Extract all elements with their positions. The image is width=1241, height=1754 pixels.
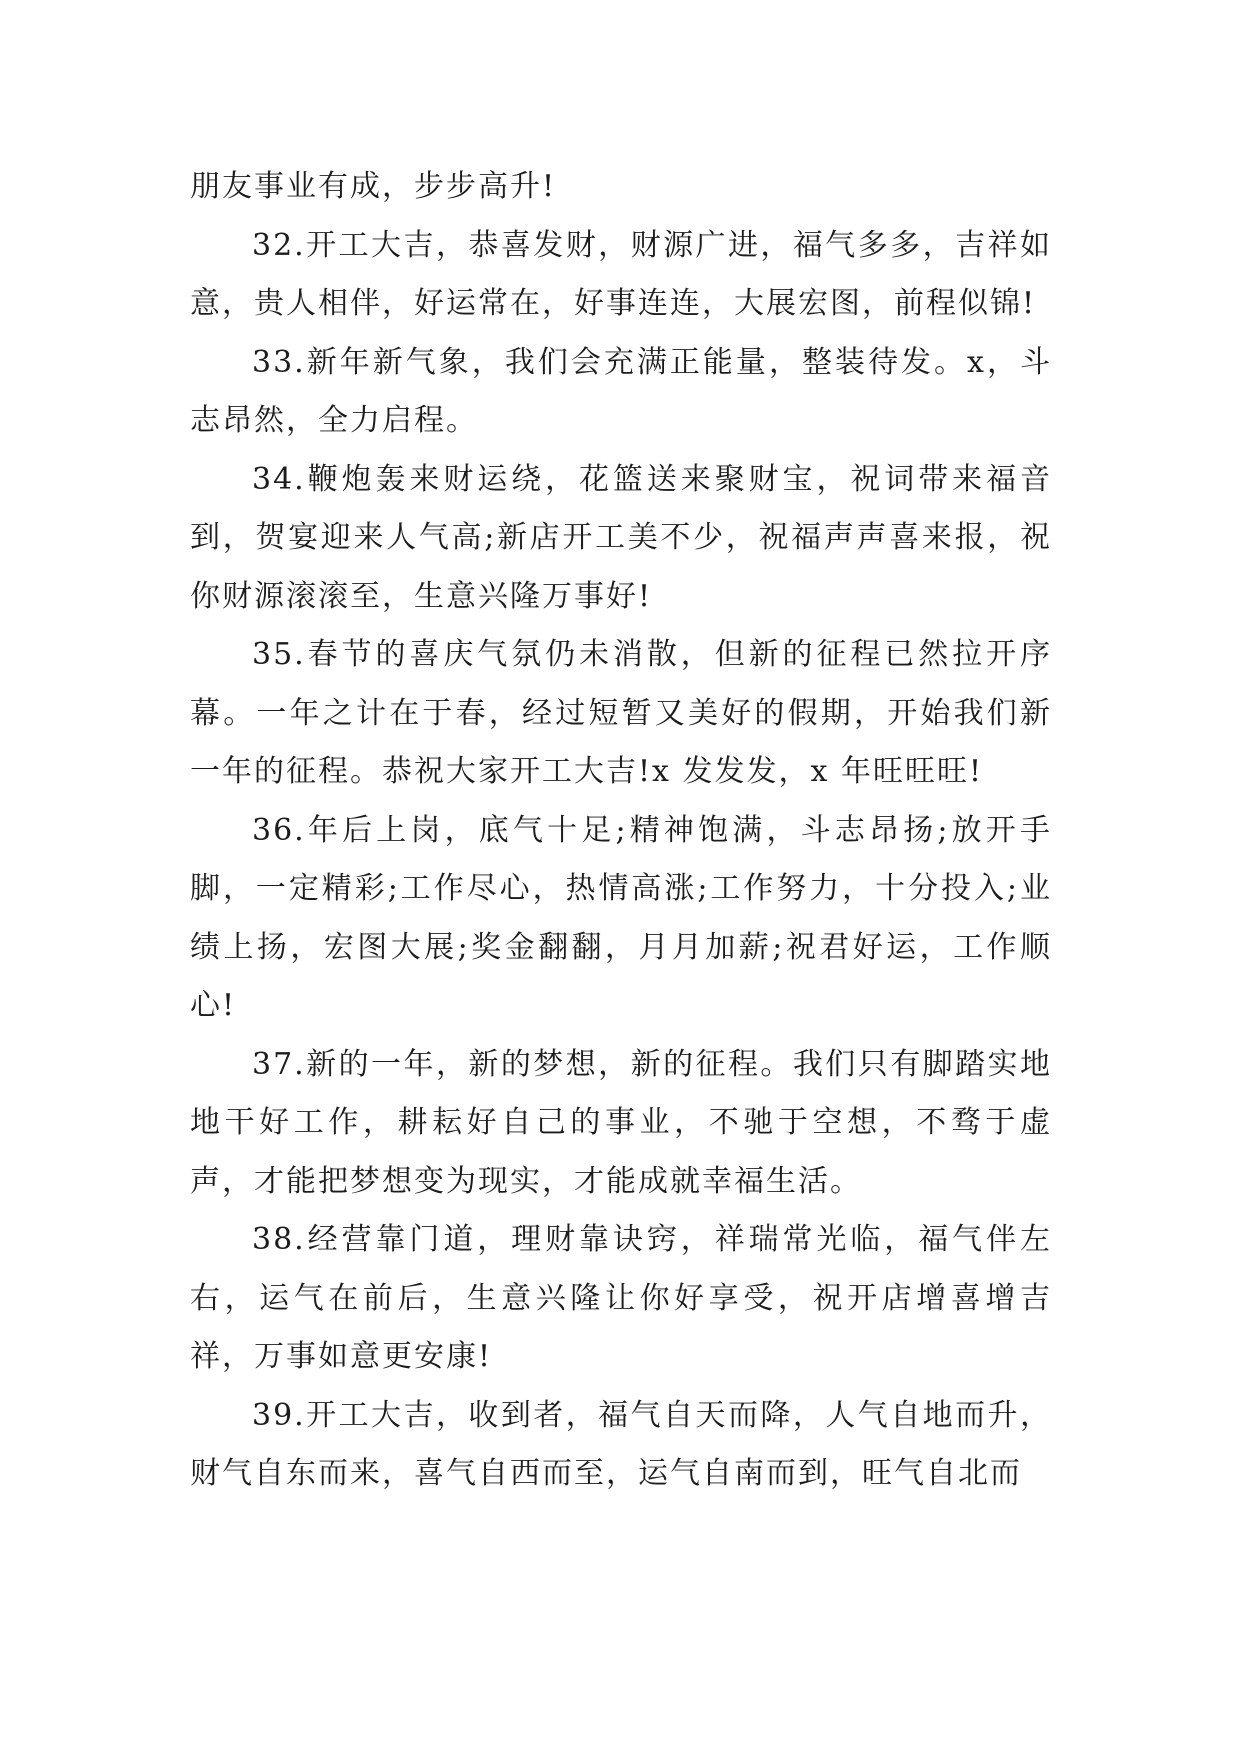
paragraph-item-35: 35.春节的喜庆气氛仍未消散，但新的征程已然拉开序幕。一年之计在于春，经过短暂又美好的假期，开始我们新一年的征程。恭祝大家开工大吉!x 发发发，x 年旺旺旺!	[190, 637, 1052, 789]
paragraph-item-33: 33.新年新气象，我们会充满正能量，整装待发。x，斗志昂然，全力启程。	[190, 344, 1052, 438]
document-body	[190, 158, 1052, 1504]
paragraph-item-37: 37.新的一年，新的梦想，新的征程。我们只有脚踏实地地干好工作，耕耘好自己的事业，不驰于空想，不骛于虚声，才能把梦想变为现实，才能成就幸福生活。	[190, 1046, 1052, 1199]
paragraph-continuation: 朋友事业有成，步步高升!	[190, 169, 557, 204]
paragraph-item-34: 34.鞭炮轰来财运绕，花篮送来聚财宝，祝词带来福音到，贺宴迎来人气高;新店开工美不少，祝福声声喜来报，祝你财源滚滚至，生意兴隆万事好!	[190, 461, 1052, 614]
paragraph-item-38: 38.经营靠门道，理财靠诀窍，祥瑞常光临，福气伴左右，运气在前后，生意兴隆让你好享受，祝开店增喜增吉祥，万事如意更安康!	[190, 1222, 1052, 1374]
paragraph-item-36: 36.年后上岗，底气十足;精神饱满，斗志昂扬;放开手脚，一定精彩;工作尽心，热情高涨;工作努力，十分投入;业绩上扬，宏图大展;奖金翻翻，月月加薪;祝君好运，工作顺心!	[190, 812, 1052, 1023]
paragraph-item-32: 32.开工大吉，恭喜发财，财源广进，福气多多，吉祥如意，贵人相伴，好运常在，好事连连，大展宏图，前程似锦!	[190, 227, 1052, 321]
paragraph-item-39: 39.开工大吉，收到者，福气自天而降，人气自地而升，财气自东而来，喜气自西而至，运气自南而到，旺气自北而	[190, 1397, 1052, 1491]
